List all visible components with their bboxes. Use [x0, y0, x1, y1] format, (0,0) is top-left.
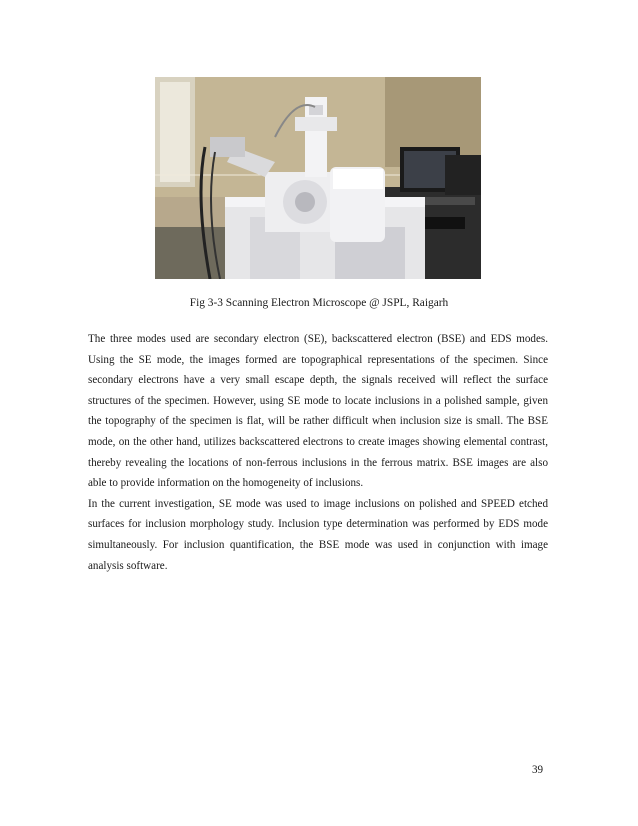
sem-photo	[155, 77, 481, 279]
paragraph-modes: The three modes used are secondary electron (SE), backscattered electron (BSE) and EDS modes. Using the SE mode, the images formed are topographical representations of the specimen. Since secondary electrons have a very small escape depth, the signals received will reflect the surface structures of the specimen. However, using SE mode to locate inclusions in a polished sample, given the topography of the specimen is flat, will be rather difficult when inclusion size is small. The BSE mode, on the other hand, utilizes backscattered electrons to create images showing elemental contrast, thereby revealing the locations of non-ferrous inclusions in the ferrous matrix. BSE images are also able to provide information on the homogeneity of inclusions.	[88, 333, 548, 490]
paragraph-investigation: In the current investigation, SE mode was used to image inclusions on polished and SPEED etched surfaces for inclusion morphology study. Inclusion type determination was performed by EDS mode simultaneously. For inclusion quantification, the BSE mode was used in conjunction with image analysis software.	[88, 497, 548, 572]
figure-caption: Fig 3-3 Scanning Electron Microscope @ JSPL, Raigarh	[189, 297, 449, 309]
page-number: 39	[532, 764, 544, 776]
body-text	[88, 329, 548, 576]
